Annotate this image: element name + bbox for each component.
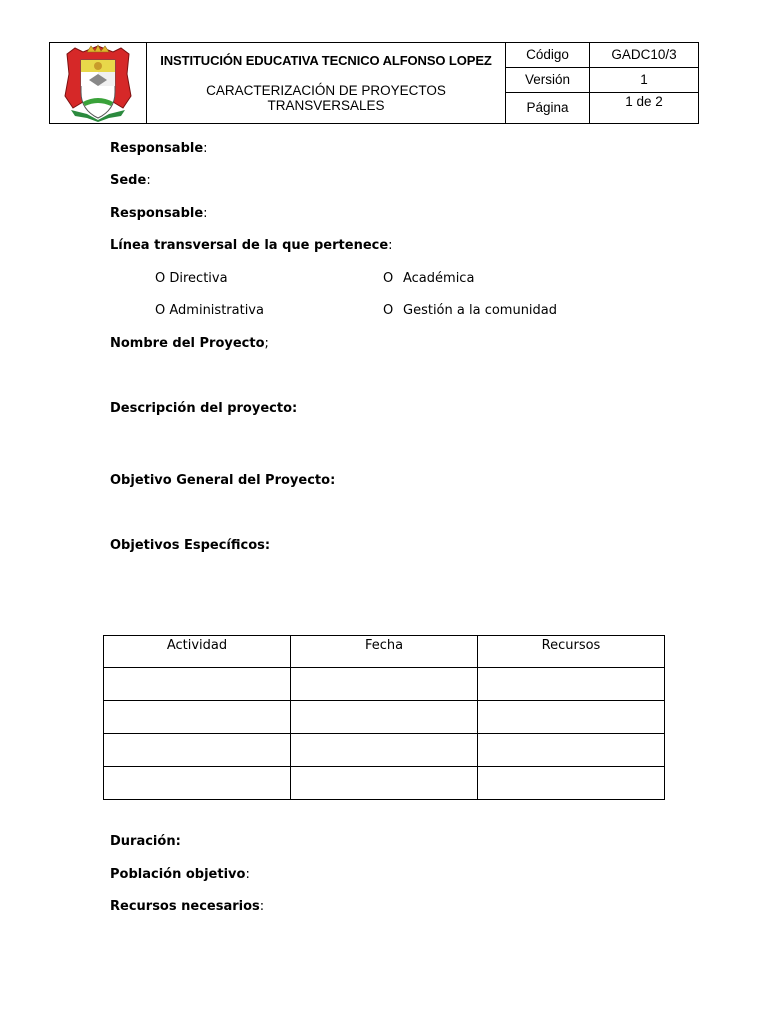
institution-crest-logo bbox=[61, 44, 135, 122]
colon: : bbox=[388, 238, 393, 253]
field-objetivos-especificos bbox=[110, 538, 270, 553]
table-cell[interactable] bbox=[291, 734, 478, 767]
page-label-cell bbox=[506, 93, 590, 123]
field-poblacion-objetivo bbox=[110, 867, 250, 882]
colon: : bbox=[146, 173, 151, 188]
institution-name: INSTITUCIÓN EDUCATIVA TECNICO ALFONSO LOPEZ bbox=[160, 53, 492, 68]
field-responsable-2 bbox=[110, 206, 208, 221]
field-duracion bbox=[110, 834, 181, 849]
field-label: Responsable bbox=[110, 206, 204, 221]
semicolon: ; bbox=[264, 336, 269, 351]
option-label: Administrativa bbox=[169, 303, 264, 318]
page-label: Página bbox=[526, 100, 569, 115]
colon: : bbox=[203, 141, 208, 156]
option-bullet: O bbox=[383, 303, 394, 318]
option-gestion-comunidad[interactable] bbox=[383, 303, 557, 318]
colon: : bbox=[203, 206, 208, 221]
column-header-recursos: Recursos bbox=[478, 636, 665, 668]
table-cell[interactable] bbox=[478, 734, 665, 767]
version-value: 1 bbox=[590, 68, 698, 93]
activities-table bbox=[103, 635, 665, 800]
table-cell[interactable] bbox=[104, 668, 291, 701]
document-title-line1: CARACTERIZACIÓN DE PROYECTOS bbox=[206, 83, 446, 98]
option-bullet: O bbox=[383, 271, 394, 286]
field-objetivo-general bbox=[110, 473, 335, 488]
field-label: Objetivo General del Proyecto: bbox=[110, 473, 336, 488]
table-cell[interactable] bbox=[104, 767, 291, 800]
table-row bbox=[104, 767, 665, 800]
option-label: Gestión a la comunidad bbox=[403, 303, 558, 318]
field-label: Sede bbox=[110, 173, 147, 188]
field-label: Línea transversal de la que pertenece bbox=[110, 238, 389, 253]
option-directiva[interactable] bbox=[155, 271, 228, 286]
table-cell[interactable] bbox=[291, 767, 478, 800]
code-label: Código bbox=[506, 43, 590, 68]
field-label: Nombre del Proyecto bbox=[110, 336, 265, 351]
colon: : bbox=[245, 867, 250, 882]
field-recursos-necesarios bbox=[110, 899, 264, 914]
page-value: 1 de 2 bbox=[625, 94, 663, 109]
table-cell[interactable] bbox=[104, 701, 291, 734]
table-header-row bbox=[104, 636, 665, 668]
field-label: Población objetivo bbox=[110, 867, 246, 882]
table-cell[interactable] bbox=[478, 701, 665, 734]
document-title bbox=[147, 83, 505, 113]
field-label: Duración: bbox=[110, 834, 181, 849]
table-cell[interactable] bbox=[478, 668, 665, 701]
field-label: Recursos necesarios bbox=[110, 899, 260, 914]
table-row bbox=[104, 734, 665, 767]
table-row bbox=[104, 668, 665, 701]
logo-cell bbox=[50, 43, 147, 123]
field-descripcion bbox=[110, 401, 297, 416]
column-header-fecha: Fecha bbox=[291, 636, 478, 668]
version-label: Versión bbox=[506, 68, 590, 93]
field-nombre-proyecto bbox=[110, 336, 269, 351]
field-label: Descripción del proyecto: bbox=[110, 401, 298, 416]
option-bullet: O bbox=[155, 271, 166, 286]
option-bullet: O bbox=[155, 303, 166, 318]
field-label: Responsable bbox=[110, 141, 204, 156]
document-title-line2: TRANSVERSALES bbox=[267, 98, 385, 113]
table-cell[interactable] bbox=[478, 767, 665, 800]
option-administrativa[interactable] bbox=[155, 303, 264, 318]
document-header bbox=[49, 42, 699, 124]
field-sede bbox=[110, 173, 151, 188]
field-responsable-1 bbox=[110, 141, 208, 156]
colon: : bbox=[259, 899, 265, 914]
table-cell[interactable] bbox=[104, 734, 291, 767]
column-header-actividad: Actividad bbox=[104, 636, 291, 668]
table-cell[interactable] bbox=[291, 668, 478, 701]
option-academica[interactable] bbox=[383, 271, 474, 286]
table-row bbox=[104, 701, 665, 734]
table-cell[interactable] bbox=[291, 701, 478, 734]
option-label: Directiva bbox=[169, 271, 228, 286]
page-value-cell bbox=[590, 93, 698, 123]
option-label: Académica bbox=[403, 271, 475, 286]
field-label: Objetivos Específicos: bbox=[110, 538, 271, 553]
code-value: GADC10/3 bbox=[590, 43, 698, 68]
header-title-cell bbox=[147, 43, 506, 123]
field-linea-transversal bbox=[110, 238, 393, 253]
